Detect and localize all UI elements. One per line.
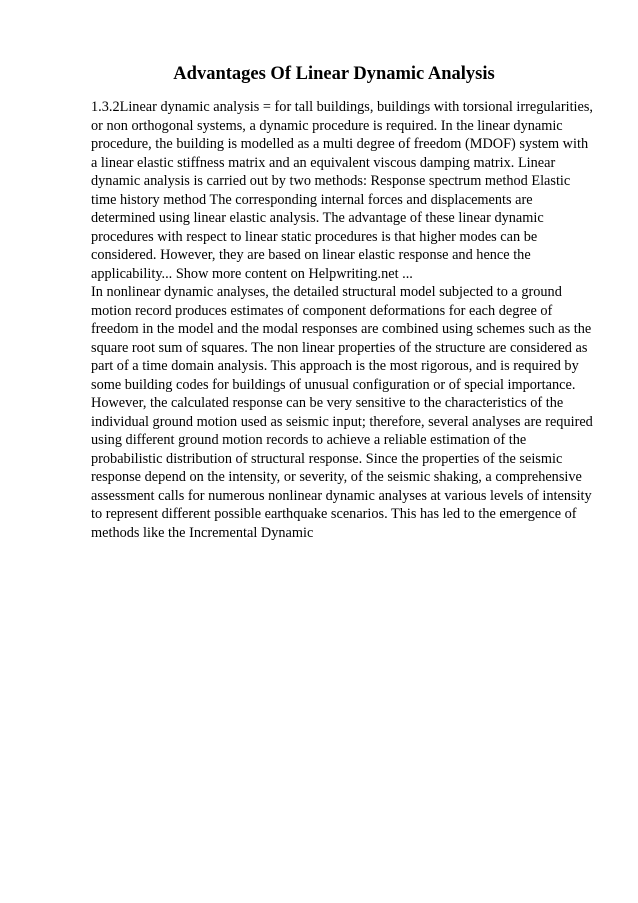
paragraph-nonlinear-dynamic-analysis: In nonlinear dynamic analyses, the detailed structural model subjected to a ground motion record produces estimates of component deformations for each degree of freedom in the model and the modal responses are combined using schemes such as the square root sum of squares. The non linear properties of the structure are considered as part of a time domain analysis. This approach is the most rigorous, and is required by some building codes for buildings of unusual configuration or of special importance. However, the calculated response can be very sensitive to the characteristics of the individual ground motion used as seismic input; therefore, several analyses are required using different ground motion records to achieve a reliable estimation of the probabilistic distribution of structural response. Since the properties of the seismic response depend on the intensity, or severity, of the seismic shaking, a comprehensive assessment calls for numerous nonlinear dynamic analyses at various levels of intensity to represent different possible earthquake scenarios. This has led to the emergence of methods like the Incremental Dynamic — [91, 284, 593, 541]
document-body — [91, 98, 596, 542]
paragraph-linear-dynamic-analysis: 1.3.2Linear dynamic analysis = for tall buildings, buildings with torsional irregularities, or non orthogonal systems, a dynamic procedure is required. In the linear dynamic procedure, the building is modelled as a multi degree of freedom (MDOF) system with a linear elastic stiffness matrix and an equivalent viscous damping matrix. Linear dynamic analysis is carried out by two methods: Response spectrum method Elastic time history method The corresponding internal forces and displacements are determined using linear elastic analysis. The advantage of these linear dynamic procedures with respect to linear static procedures is that higher modes can be considered. However, they are based on linear elastic response and hence the applicability... Show more content on Helpwriting.net ... — [91, 99, 594, 282]
document-title: Advantages Of Linear Dynamic Analysis — [173, 64, 495, 84]
